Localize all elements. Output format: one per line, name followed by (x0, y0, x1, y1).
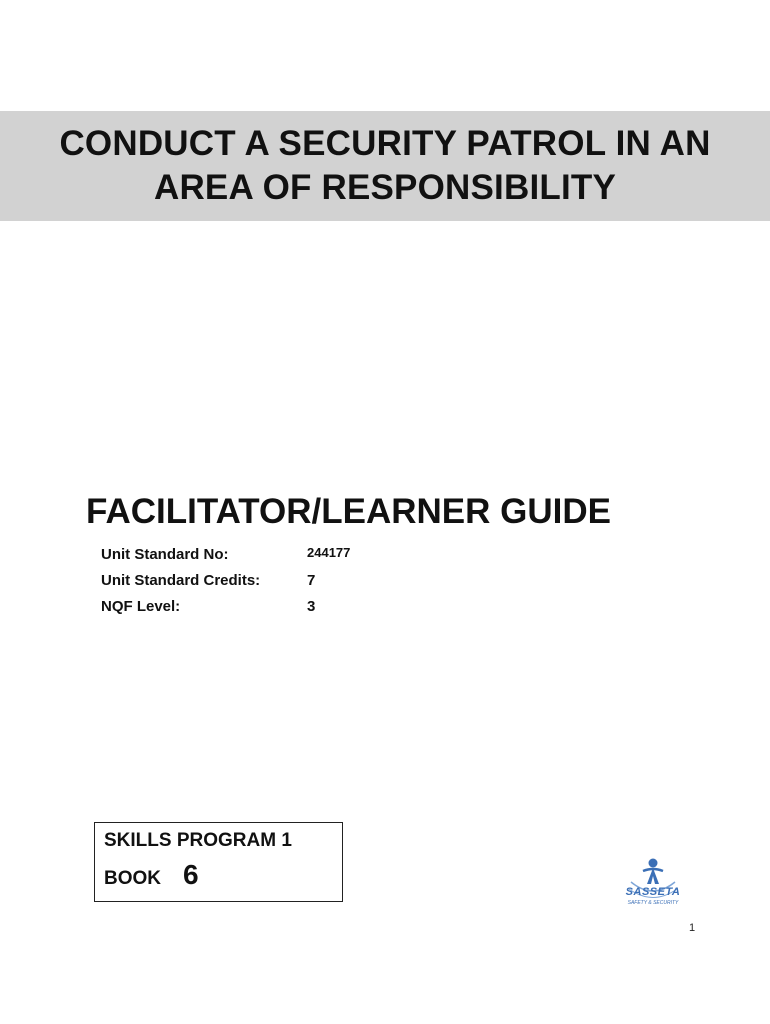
sasseta-logo-icon (623, 856, 683, 912)
unit-label: Unit Standard Credits: (101, 571, 261, 589)
book-label: BOOK (104, 868, 161, 889)
unit-row-standard-no (101, 541, 350, 567)
unit-value: 3 (307, 597, 316, 615)
unit-label: NQF Level: (101, 597, 181, 615)
unit-value: 7 (307, 571, 316, 589)
guide-heading: FACILITATOR/LEARNER GUIDE (86, 492, 611, 531)
book-number: 6 (183, 859, 199, 890)
unit-label: Unit Standard No: (101, 545, 229, 563)
title-banner (0, 111, 770, 221)
book-line (104, 859, 333, 891)
unit-details (101, 541, 350, 619)
unit-row-credits (101, 567, 350, 593)
unit-value: 244177 (307, 544, 351, 560)
skills-program-label: SKILLS PROGRAM 1 (104, 830, 292, 851)
skills-program-box (94, 822, 343, 902)
document-title: CONDUCT A SECURITY PATROL IN AN AREA OF RESPONSIBILITY (59, 124, 711, 207)
logo-subtext: SAFETY & SECURITY (627, 900, 679, 906)
page-number: 1 (689, 922, 696, 934)
unit-row-nqf-level (101, 593, 350, 619)
logo-wordmark: SASSETA (625, 886, 681, 898)
